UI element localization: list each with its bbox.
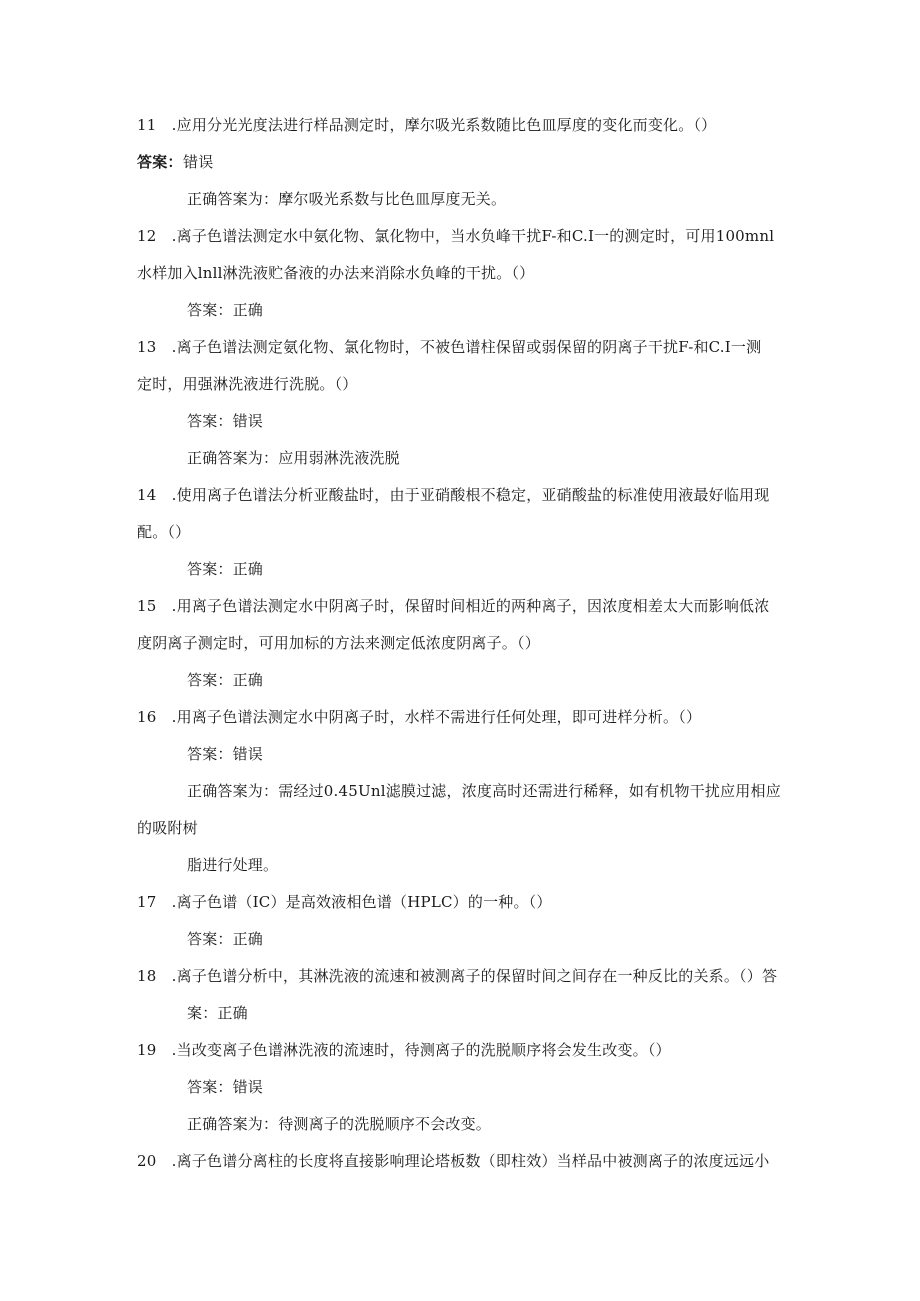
question-11: 11 .应用分光光度法进行样品测定时，摩尔吸光系数随比色皿厚度的变化而变化。（） bbox=[137, 116, 717, 134]
question-14: 14 .使用离子色谱法分析亚酸盐时，由于亚硝酸根不稳定，亚硝酸盐的标准使用液最好临用现 bbox=[137, 486, 770, 504]
answer: 答案：正确 bbox=[187, 671, 264, 689]
correct-answer-cont: 的吸附树 bbox=[137, 819, 198, 837]
question-13-cont: 定时，用强淋洗液进行洗脱。（） bbox=[137, 375, 358, 393]
question-12-cont: 水样加入lnll淋洗液贮备液的办法来消除水负峰的干扰。（） bbox=[137, 264, 535, 282]
answer: 答案：正确 bbox=[187, 301, 264, 319]
correct-answer: 正确答案为：应用弱淋洗液洗脱 bbox=[187, 449, 400, 467]
question-19: 19 .当改变离子色谱淋洗液的流速时，待测离子的洗脱顺序将会发生改变。（） bbox=[137, 1041, 671, 1059]
question-17: 17 .离子色谱（IC）是高效液相色谱（HPLC）的一种。（） bbox=[137, 893, 552, 911]
question-16: 16 .用离子色谱法测定水中阴离子时，水样不需进行任何处理，即可进样分析。（） bbox=[137, 708, 702, 726]
answer: 答案：正确 bbox=[187, 930, 264, 948]
answer: 答案：错误 bbox=[187, 1078, 264, 1096]
question-15-cont: 度阴离子测定时，可用加标的方法来测定低浓度阴离子。（） bbox=[137, 634, 540, 652]
correct-answer: 正确答案为：摩尔吸光系数与比色皿厚度无关。 bbox=[187, 190, 507, 208]
question-15: 15 .用离子色谱法测定水中阴离子时，保留时间相近的两种离子，因浓度相差太大而影响低浓 bbox=[137, 597, 770, 615]
question-14-cont: 配。（） bbox=[137, 523, 191, 541]
question-18: 18 .离子色谱分析中，其淋洗液的流速和被测离子的保留时间之间存在一种反比的关系。（）答 bbox=[137, 967, 778, 985]
question-13: 13 .离子色谱法测定氨化物、氯化物时，不被色谱柱保留或弱保留的阴离子干扰F-和C.I一测 bbox=[137, 338, 762, 356]
correct-answer-cont: 脂进行处理。 bbox=[187, 856, 279, 874]
answer-label: 答案： bbox=[137, 153, 183, 171]
answer-value: 错误 bbox=[183, 153, 214, 171]
question-18-cont: 案：正确 bbox=[187, 1004, 248, 1022]
correct-answer: 正确答案为：待测离子的洗脱顺序不会改变。 bbox=[187, 1115, 492, 1133]
question-12: 12 .离子色谱法测定水中氨化物、氯化物中，当水负峰干扰F-和C.I一的测定时，可用100mnl bbox=[137, 227, 775, 245]
answer: 答案：正确 bbox=[187, 560, 264, 578]
answer: 答案：错误 bbox=[187, 412, 264, 430]
question-20: 20 .离子色谱分离柱的长度将直接影响理论塔板数（即柱效）当样品中被测离子的浓度远远小 bbox=[137, 1152, 770, 1170]
correct-answer: 正确答案为：需经过0.45Unl滤膜过滤，浓度高时还需进行稀释，如有机物干扰应用相应 bbox=[187, 782, 781, 800]
answer: 答案：错误 bbox=[187, 745, 264, 763]
